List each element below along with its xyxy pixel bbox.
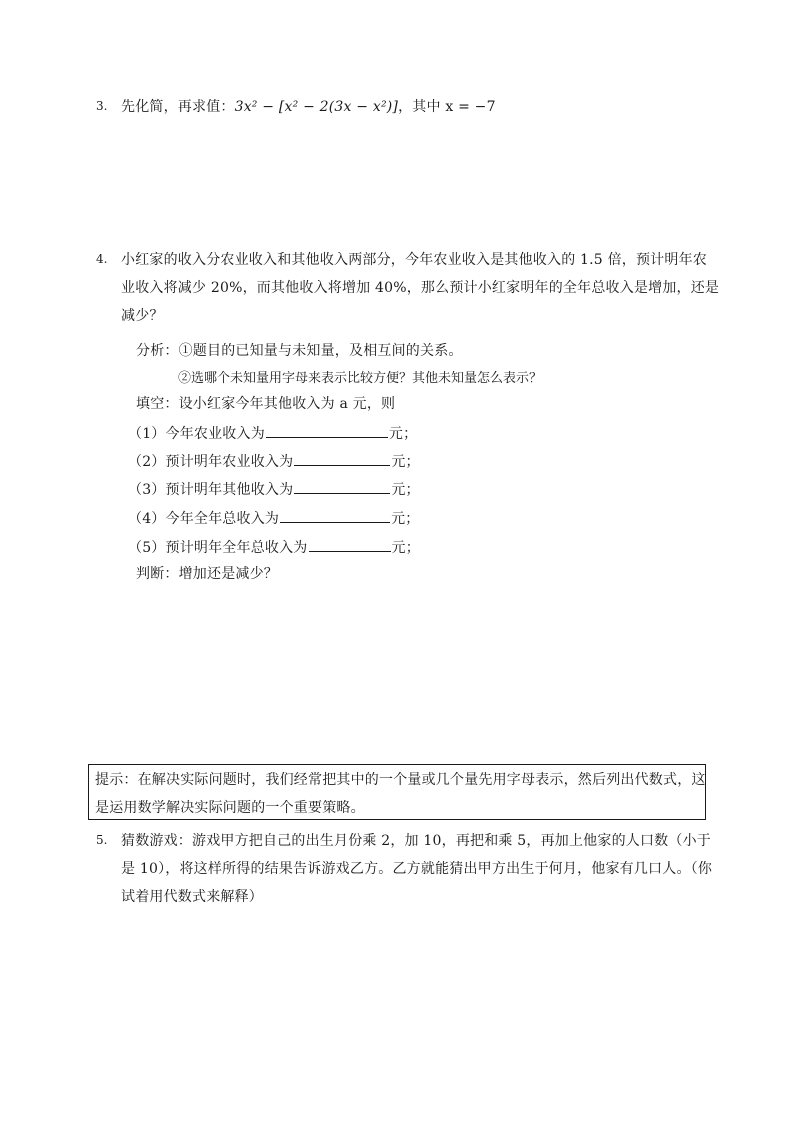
q4-item-3-unit: 元； xyxy=(391,482,420,498)
q4-item-2-blank[interactable] xyxy=(294,452,390,466)
q4-item-3 xyxy=(128,479,420,499)
q5-line-2: 是 10），将这样所得的结果告诉游戏乙方。乙方就能猜出甲方出生于何月，他家有几口人。（你 xyxy=(121,861,713,877)
q4-item-2 xyxy=(128,451,420,471)
q4-item-5-unit: 元； xyxy=(391,540,420,556)
q4-item-5-blank[interactable] xyxy=(309,538,391,552)
q4-item-5-label: （5）预计明年全年总收入为 xyxy=(128,540,308,556)
q5-line-1: 猜数游戏：游戏甲方把自己的出生月份乘 2，加 10，再把和乘 5，再加上他家的人口数（小于 xyxy=(121,833,711,849)
q5-line-3: 试着用代数式来解释） xyxy=(121,889,263,905)
q4-item-4 xyxy=(128,508,420,528)
hint-line-1: 提示：在解决实际问题时，我们经常把其中的一个量或几个量先用字母表示，然后列出代数式，这 xyxy=(95,772,706,788)
q4-analysis-1: 分析：①题目的已知量与未知量，及相互间的关系。 xyxy=(136,343,463,359)
q4-number: 4. xyxy=(96,252,108,266)
q4-item-3-label: （3）预计明年其他收入为 xyxy=(128,482,294,498)
q4-item-4-blank[interactable] xyxy=(280,509,390,523)
q4-line-1: 小红家的收入分农业收入和其他收入两部分，今年农业收入是其他收入的 1.5 倍，预计明年农 xyxy=(121,252,707,268)
q4-line-2: 业收入将减少 20%，而其他收入将增加 40%，那么预计小红家明年的全年总收入是增加，还是 xyxy=(121,280,720,296)
q5-number: 5. xyxy=(96,833,108,847)
q3-line xyxy=(121,96,496,116)
q3-expression: 3x² − [x² − 2(3x − x²)] xyxy=(234,99,399,115)
q4-judge: 判断：增加还是减少？ xyxy=(136,566,278,582)
q4-item-2-label: （2）预计明年农业收入为 xyxy=(128,454,294,470)
q4-item-1-label: （1）今年农业收入为 xyxy=(128,426,265,442)
q4-item-1-unit: 元； xyxy=(388,426,418,442)
q4-item-4-label: （4）今年全年总收入为 xyxy=(128,511,280,527)
q4-item-2-unit: 元； xyxy=(391,454,420,470)
q4-line-3: 减少？ xyxy=(121,308,164,324)
q4-item-1-blank[interactable] xyxy=(266,424,388,438)
q4-item-3-blank[interactable] xyxy=(294,480,390,494)
q3-number: 3. xyxy=(96,99,108,113)
q3-condition: ，其中 x = −7 xyxy=(398,99,496,115)
hint-line-2: 是运用数学解决实际问题的一个重要策略。 xyxy=(95,800,365,816)
q4-fill-intro: 填空：设小红家今年其他收入为 a 元，则 xyxy=(136,396,396,412)
q3-text: 先化简，再求值： xyxy=(121,99,235,115)
q4-item-1 xyxy=(128,423,417,443)
q4-analysis-2: ②选哪个未知量用字母来表示比较方便？其他未知量怎么表示？ xyxy=(178,371,543,386)
q4-item-5 xyxy=(128,537,420,557)
q4-item-4-unit: 元； xyxy=(391,511,420,527)
